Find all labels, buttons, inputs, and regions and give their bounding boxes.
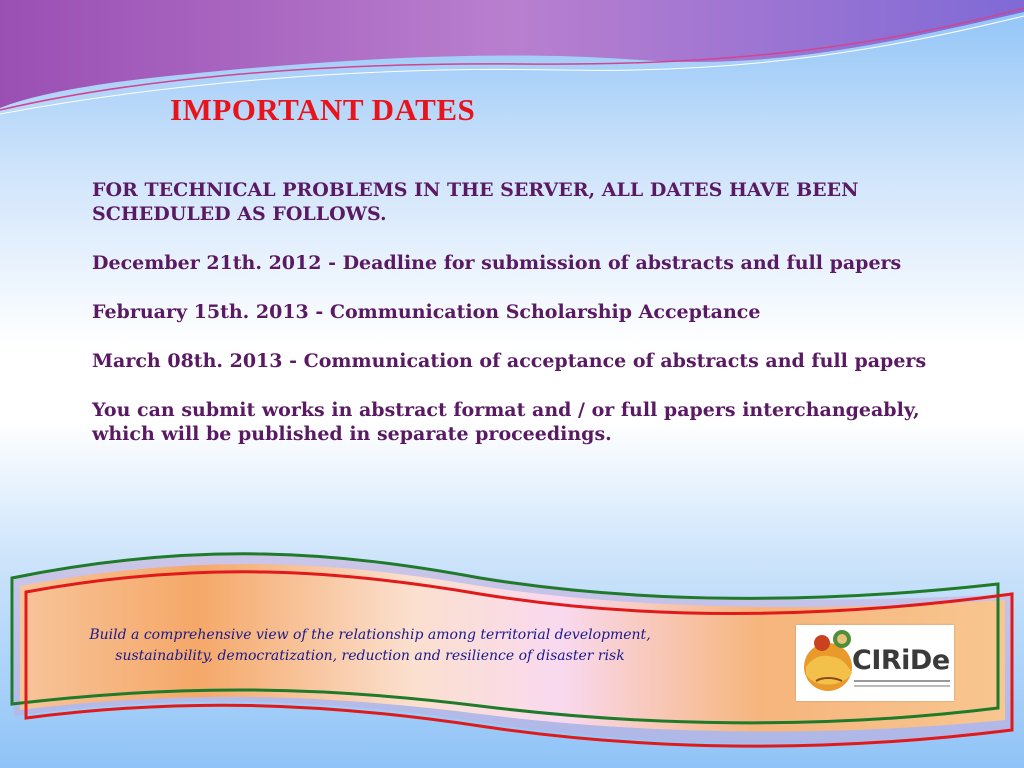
logo-wordmark: CIRiDe [852,645,950,676]
acceptance-paragraph: March 08th. 2013 - Communication of acceptance of abstracts and full papers [92,350,927,372]
top-wave [0,0,1024,108]
notice-paragraph: FOR TECHNICAL PROBLEMS IN THE SERVER, ALL DATES HAVE BEEN SCHEDULED AS FOLLOWS. [92,179,859,225]
banner-caption [70,625,670,667]
slide-body [92,178,942,471]
submission-info-paragraph: You can submit works in abstract format and / or full papers interchangeably, which will be published in separate proceedings. [92,399,920,445]
slide-title: IMPORTANT DATES [170,92,476,127]
banner-caption-line-2: sustainability, democratization, reduction and resilience of disaster risk [115,648,625,664]
scholarship-paragraph: February 15th. 2013 - Communication Scholarship Acceptance [92,301,761,323]
ciride-logo [796,625,954,701]
banner-caption-line-1: Build a comprehensive view of the relationship among territorial development, [89,627,651,643]
logo-tagline-line [854,685,950,687]
deadline-abstracts-paragraph: December 21th. 2012 - Deadline for submission of abstracts and full papers [92,252,902,274]
logo-tagline-line [854,680,950,682]
logo-globe-icon [796,625,856,701]
